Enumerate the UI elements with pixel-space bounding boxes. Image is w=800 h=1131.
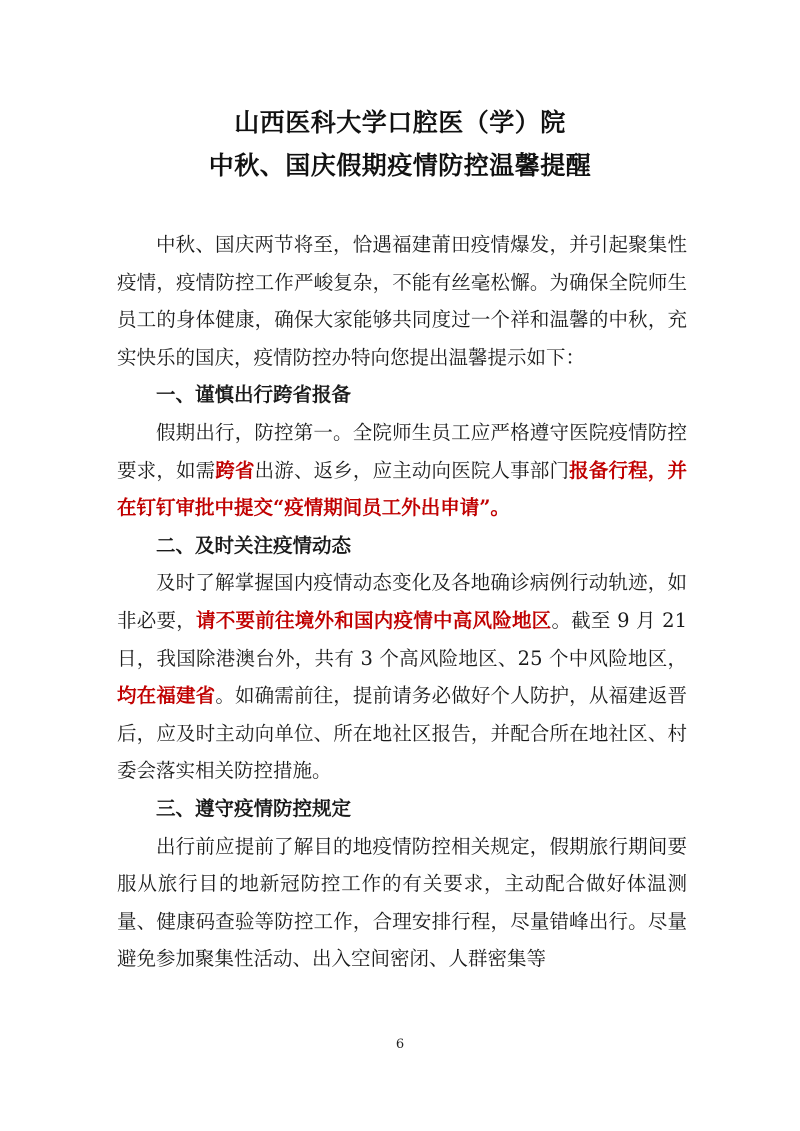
section2-emphasis-a: 请不要前往境外和国内疫情中高风险地区	[196, 608, 552, 632]
section1-paragraph	[117, 414, 687, 527]
section2-emphasis-b: 均在福建省	[117, 684, 216, 708]
section2-text-c: 。如确需前往，提前请务必做好个人防护，从福建返晋后，应及时主动向单位、所在地社区报告，并配合所在地社区、村委会落实相关防控措施。	[117, 684, 687, 783]
section2-heading: 二、及时关注疫情动态	[156, 533, 352, 557]
section1-heading: 一、谨慎出行跨省报备	[156, 383, 352, 407]
section3-paragraph: 出行前应提前了解目的地疫情防控相关规定，假期旅行期间要服从旅行目的地新冠防控工作的有关要求，主动配合做好体温测量、健康码查验等防控工作，合理安排行程，尽量错峰出行。尽量避免参加聚集性活动、出入空间密闭、人群密集等	[117, 834, 687, 971]
section2-paragraph	[117, 564, 687, 790]
section2-text-b: 。截至 9 月 21 日，我国除港澳台外，共有 3 个高风险地区、25 个中风险地区，	[117, 608, 687, 670]
intro-paragraph: 中秋、国庆两节将至，恰遇福建莆田疫情爆发，并引起聚集性疫情，疫情防控工作严峻复杂，不能有丝毫松懈。为确保全院师生员工的身体健康，确保大家能够共同度过一个祥和温馨的中秋，充实快乐的国庆，疫情防控办特向您提出温馨提示如下：	[117, 233, 687, 369]
page-number: 6	[395, 1037, 405, 1052]
document-title-line2: 中秋、国庆假期疫情防控温馨提醒	[208, 151, 592, 180]
section1-text-a: 假期出行，防控第一。全院师生员工应严格遵守医院疫情防控要求，如需	[117, 420, 687, 482]
section3-heading: 三、遵守疫情防控规定	[156, 796, 352, 820]
section1-emphasis-a: 跨省	[215, 458, 255, 482]
section2-text-a: 及时了解掌握国内疫情动态变化及各地确诊病例行动轨迹，如非必要，	[117, 571, 687, 632]
document-title-line1: 山西医科大学口腔医（学）院	[234, 108, 566, 137]
section1-emphasis-b: 报备行程，并在钉钉审批中提交“疫情期间员工外出申请”。	[117, 458, 687, 520]
document-body	[117, 226, 687, 978]
section1-text-b: 出游、返乡，应主动向医院人事部门	[254, 458, 570, 482]
